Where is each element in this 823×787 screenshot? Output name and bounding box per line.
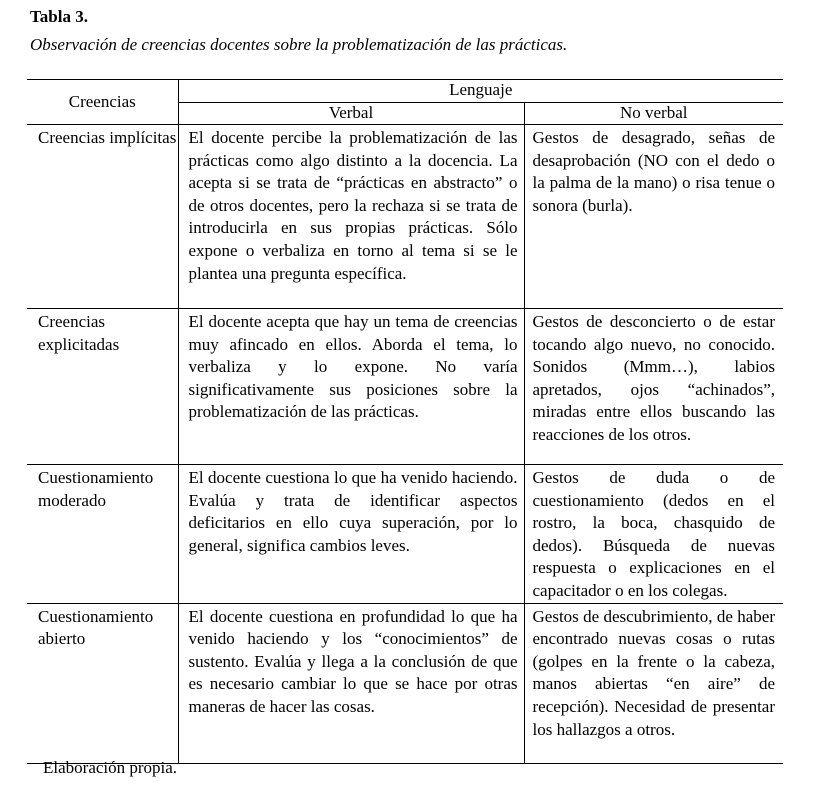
header-no-verbal: No verbal [524, 102, 783, 125]
creencia-text: Creencias explicitadas [38, 312, 120, 354]
header-creencias: Creencias [27, 80, 178, 125]
source-note: Elaboración propia. [43, 758, 178, 777]
no-verbal-cell [524, 603, 783, 763]
verbal-cell [178, 309, 524, 465]
table-row [27, 125, 783, 309]
creencia-text: Cuestionamiento abierto [38, 606, 154, 649]
table-row [27, 309, 783, 465]
beliefs-table [27, 79, 783, 764]
table-label: Tabla 3. [30, 7, 88, 26]
no-verbal-text: Gestos de desagrado, señas de desaprobación (NO con el dedo o la palma de la mano) o risa tenue o sonora (burla). [532, 128, 775, 215]
table-caption: Observación de creencias docentes sobre la problematización de las prácticas. [30, 35, 568, 54]
verbal-text: El docente cuestiona en profundidad lo que ha venido haciendo y los “conocimientos” de sustento. Evalúa y llega a la conclusión de que es necesario cambiar lo que se hace por otras maneras de hacer las cosas. [188, 606, 518, 716]
no-verbal-text: Gestos de desconcierto o de estar tocando algo nuevo, no conocido. Sonidos (Mmm…), labios apretados, ojos “achinados”, miradas entre ellos buscando las reacciones de los otros. [532, 312, 775, 444]
creencia-cell [27, 125, 178, 309]
no-verbal-cell [524, 309, 783, 465]
header-lenguaje: Lenguaje [178, 80, 783, 103]
verbal-text: El docente percibe la problematización de las prácticas como algo distinto a la docencia. La acepta si se trata de “prácticas en abstracto” o de otros docentes, pero la rechaza si se trata de introducirla en sus propias prácticas. Sólo expone o verbaliza en torno al tema si se le plantea una pregunta específica. [188, 128, 518, 283]
no-verbal-text: Gestos de descubrimiento, de haber encontrado nuevas cosas o rutas (golpes en la frente o la cabeza, manos abiertas “en aire” de recepción). Necesidad de presentar los hallazgos a otros. [532, 606, 775, 739]
table-row [27, 465, 783, 604]
creencia-cell [27, 465, 178, 604]
no-verbal-text: Gestos de duda o de cuestionamiento (dedos en el rostro, la boca, chasquido de dedos). Búsqueda de nuevas respuesta o explicaciones en el capacitador o en los colegas. [532, 468, 775, 600]
creencia-cell [27, 309, 178, 465]
no-verbal-cell [524, 125, 783, 309]
verbal-cell [178, 603, 524, 763]
table-row [27, 603, 783, 763]
no-verbal-cell [524, 465, 783, 604]
creencia-cell [27, 603, 178, 763]
verbal-cell [178, 125, 524, 309]
verbal-text: El docente acepta que hay un tema de creencias muy afincado en ellos. Aborda el tema, lo verbaliza y lo expone. No varía significativamente sus posiciones sobre la problematización de las prácticas. [188, 312, 518, 422]
creencia-text: Creencias implícitas [38, 128, 177, 147]
header-verbal: Verbal [178, 102, 524, 125]
header-row-top [27, 80, 783, 103]
verbal-cell [178, 465, 524, 604]
verbal-text: El docente cuestiona lo que ha venido haciendo. Evalúa y trata de identificar aspectos deficitarios en ello cuya superación, por lo general, significa cambios leves. [188, 468, 518, 555]
creencia-text: Cuestionamiento moderado [38, 468, 154, 510]
